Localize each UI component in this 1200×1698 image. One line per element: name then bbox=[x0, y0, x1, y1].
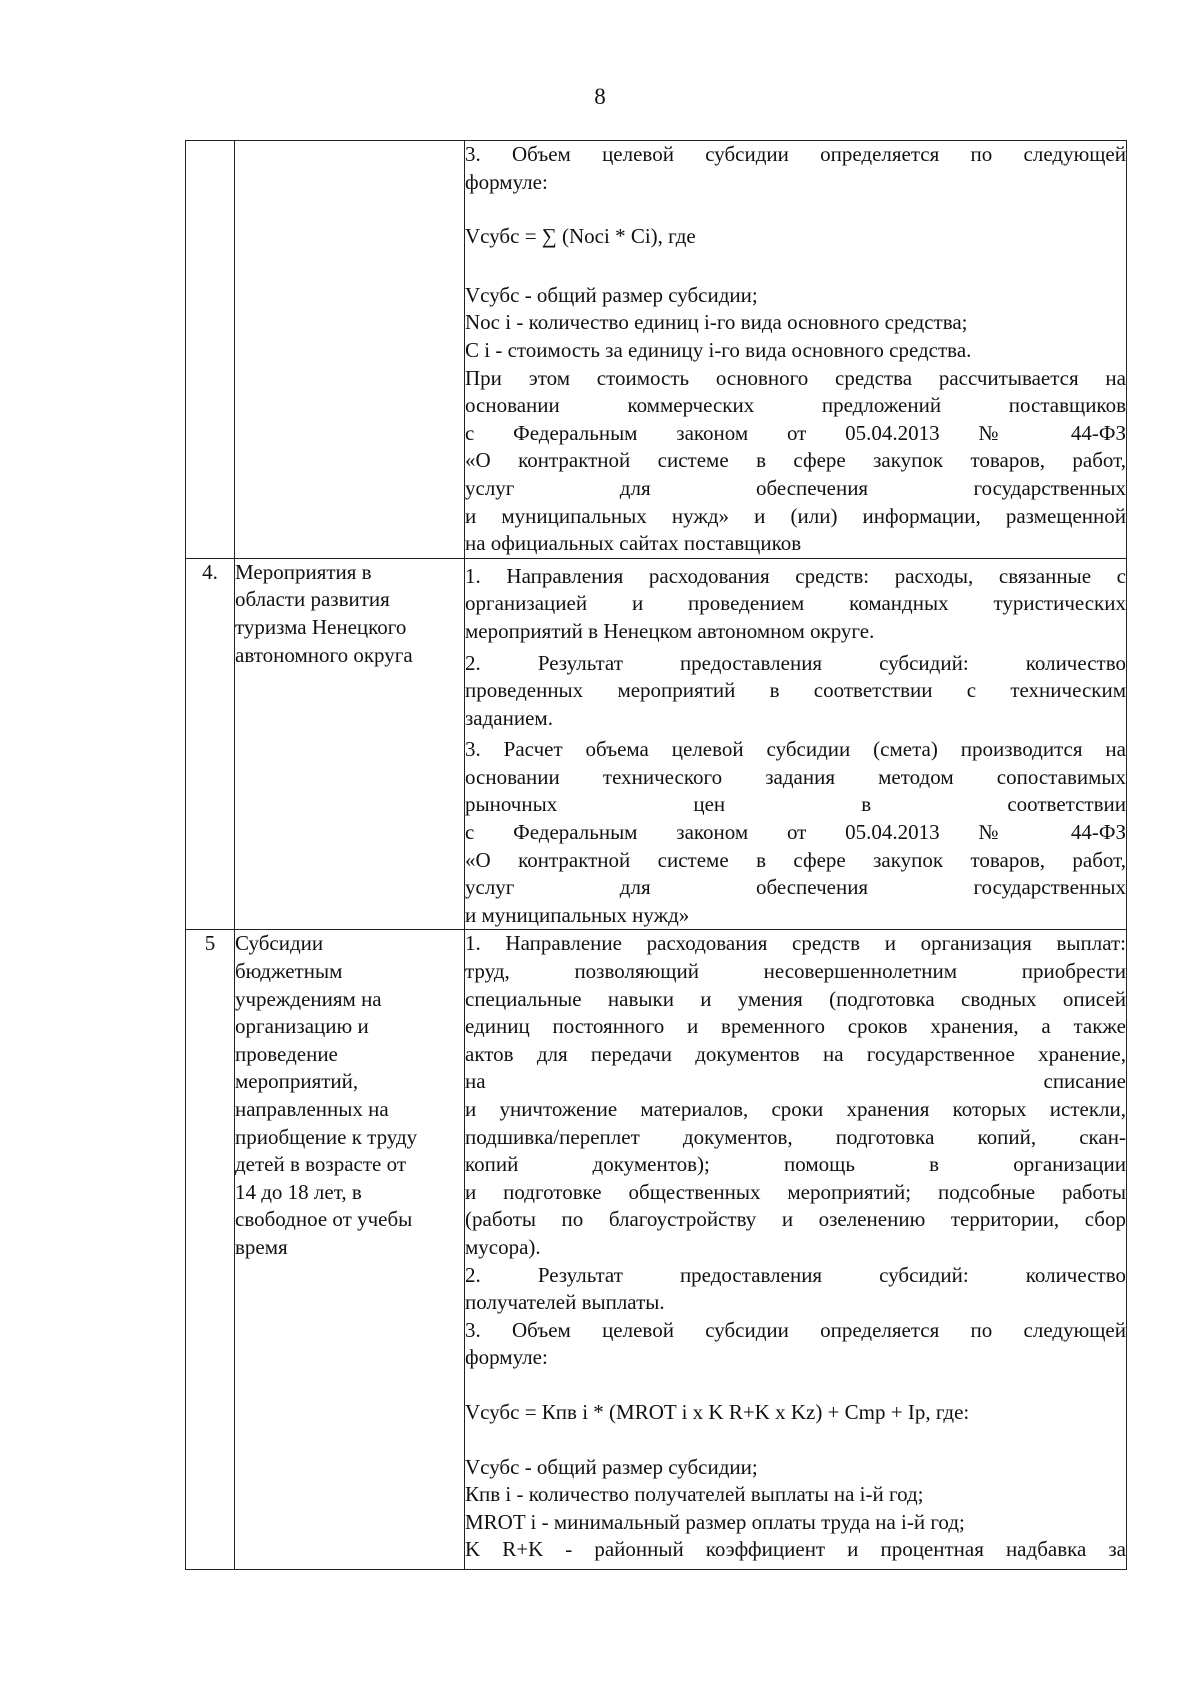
formula: Vсубс = Кпв і * (MROT і x K R+K x Kz) + Cmp + Ір, где: bbox=[465, 1399, 970, 1424]
name-line: области развития bbox=[235, 587, 390, 612]
row-name-cell bbox=[235, 558, 465, 930]
text-line: 1. Направление расходования средств и организация выплат: bbox=[465, 931, 1126, 956]
text-line: При этом стоимость основного средства рассчитывается на bbox=[465, 365, 1126, 390]
subsidy-table bbox=[185, 140, 1127, 1570]
text-line: мусора). bbox=[465, 1234, 541, 1259]
row-number: 4. bbox=[202, 559, 218, 584]
name-line: проведение bbox=[235, 1041, 338, 1066]
text-line: 3. Объем целевой субсидии определяется по следующей bbox=[465, 142, 1126, 166]
name-line: Субсидии bbox=[235, 931, 324, 956]
text-line: с Федеральным законом от 05.04.2013 № 44-ФЗ bbox=[465, 820, 1126, 845]
text-line: актов для передачи документов на государственное хранение, bbox=[465, 1041, 1126, 1066]
row-body-cell bbox=[465, 930, 1127, 1570]
text-line: K R+K - районный коэффициент и процентная надбавка за bbox=[465, 1537, 1126, 1562]
text-line: основании коммерческих предложений поставщиков bbox=[465, 393, 1126, 418]
name-line: детей в возрасте от bbox=[235, 1152, 407, 1177]
row-body-cell bbox=[465, 558, 1127, 930]
text-line: труд, позволяющий несовершеннолетним приобрести bbox=[465, 959, 1126, 984]
text-line: Vсубс - общий размер субсидии; bbox=[465, 282, 758, 307]
text-line: Кпв і - количество получателей выплаты на і-й год; bbox=[465, 1482, 924, 1507]
name-line: свободное от учебы bbox=[235, 1207, 413, 1232]
text-line: получателей выплаты. bbox=[465, 1290, 665, 1315]
text-line: формуле: bbox=[465, 1345, 548, 1370]
text-line: организацией и проведением командных туристических bbox=[465, 591, 1126, 616]
text-line: и уничтожение материалов, сроки хранения которых истекли, bbox=[465, 1097, 1126, 1121]
name-line: 14 до 18 лет, в bbox=[235, 1179, 362, 1204]
name-line: учреждениям на bbox=[235, 986, 382, 1011]
text-line: проведенных мероприятий в соответствии с техническим bbox=[465, 678, 1126, 703]
name-line: бюджетным bbox=[235, 959, 343, 984]
name-line: приобщение к труду bbox=[235, 1124, 418, 1149]
text-line: единиц постоянного и временного сроков хранения, а также bbox=[465, 1014, 1126, 1039]
page-number: 8 bbox=[594, 84, 606, 109]
name-line: направленных на bbox=[235, 1097, 389, 1121]
text-line: 3. Расчет объема целевой субсидии (смета) производится на bbox=[465, 737, 1126, 762]
text-line: копий документов); помощь в организации bbox=[465, 1152, 1126, 1177]
text-line: 2. Результат предоставления субсидий: количество bbox=[465, 1262, 1126, 1287]
text-line: «О контрактной системе в сфере закупок товаров, работ, bbox=[465, 448, 1126, 473]
text-line: услуг для обеспечения государственных bbox=[465, 875, 1126, 900]
name-line: Мероприятия в bbox=[235, 559, 372, 584]
row-number-cell bbox=[186, 558, 235, 930]
text-line: и подготовке общественных мероприятий; подсобные работы bbox=[465, 1179, 1126, 1204]
name-line: время bbox=[235, 1234, 288, 1259]
table-row bbox=[186, 930, 1127, 1570]
text-line: специальные навыки и умения (подготовка сводных описей bbox=[465, 986, 1126, 1011]
row-name-cell bbox=[235, 141, 465, 559]
text-line: 1. Направления расходования средств: расходы, связанные с bbox=[465, 563, 1126, 588]
text-line: 2. Результат предоставления субсидий: количество bbox=[465, 650, 1126, 675]
text-line: Vсубс - общий размер субсидии; bbox=[465, 1454, 758, 1479]
text-line: формуле: bbox=[465, 169, 548, 194]
row-number: 5 bbox=[204, 931, 216, 956]
text-line: Noc і - количество единиц і-го вида основного средства; bbox=[465, 310, 968, 335]
text-line: мероприятий в Ненецком автономном округе. bbox=[465, 618, 875, 643]
name-line: мероприятий, bbox=[235, 1069, 359, 1094]
text-line: «О контрактной системе в сфере закупок товаров, работ, bbox=[465, 847, 1126, 872]
text-line: услуг для обеспечения государственных bbox=[465, 475, 1126, 500]
row-number-cell bbox=[186, 930, 235, 1570]
text-line: и муниципальных нужд» и (или) информации, размещенной bbox=[465, 503, 1126, 528]
text-line: рыночных цен в соответствии bbox=[465, 792, 1126, 817]
name-line: туризма Ненецкого bbox=[235, 614, 407, 639]
text-line: основании технического задания методом сопоставимых bbox=[465, 764, 1126, 789]
text-line: (работы по благоустройству и озеленению территории, сбор bbox=[465, 1207, 1126, 1232]
text-line: на официальных сайтах поставщиков bbox=[465, 531, 802, 556]
table-row bbox=[186, 558, 1127, 930]
text-line: с Федеральным законом от 05.04.2013 № 44-ФЗ bbox=[465, 420, 1126, 445]
row-body-cell bbox=[465, 141, 1127, 559]
name-line: автономного округа bbox=[235, 642, 413, 667]
text-line: подшивка/переплет документов, подготовка копий, скан- bbox=[465, 1124, 1126, 1149]
text-line: на списание bbox=[465, 1069, 1126, 1094]
formula: Vсубс = ∑ (Nocі * Сі), где bbox=[465, 224, 696, 249]
row-name-cell bbox=[235, 930, 465, 1570]
text-line: С і - стоимость за единицу і-го вида основного средства. bbox=[465, 337, 972, 362]
table-row bbox=[186, 141, 1127, 559]
text-line: заданием. bbox=[465, 705, 553, 730]
row-number-cell bbox=[186, 141, 235, 559]
name-line: организацию и bbox=[235, 1014, 369, 1039]
text-line: и муниципальных нужд» bbox=[465, 902, 690, 927]
text-line: 3. Объем целевой субсидии определяется по следующей bbox=[465, 1317, 1126, 1342]
text-line: MROT і - минимальный размер оплаты труда на і-й год; bbox=[465, 1509, 965, 1534]
